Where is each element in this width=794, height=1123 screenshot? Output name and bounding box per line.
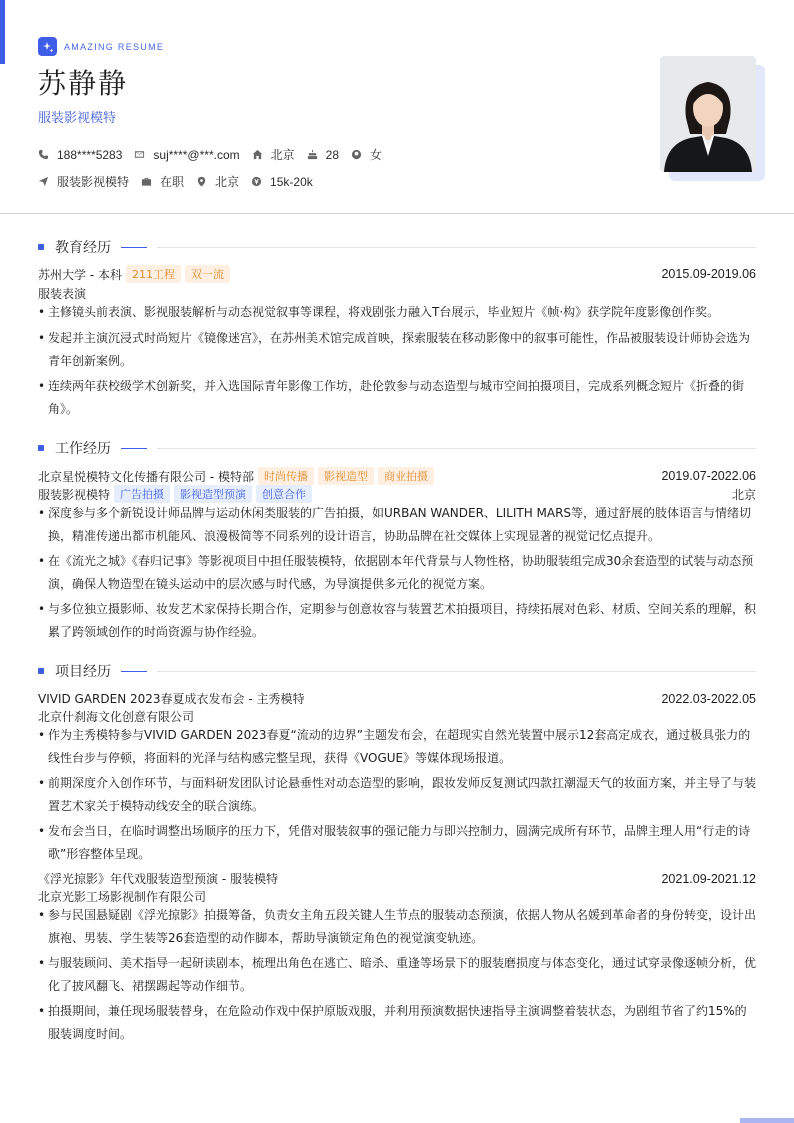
project-bullet: • 前期深度介入创作环节，与面料研发团队讨论悬垂性对动态造型的影响，跟妆发师反复测试四款扛潮湿天气的妆面方案，并主导了与装置艺术家关于模特动线安全的联合演练。 bbox=[38, 772, 756, 818]
project-date: 2022.03-2022.05 bbox=[661, 691, 756, 706]
role-name: 服装影视模特 bbox=[38, 487, 111, 502]
company-tag: 影视造型 bbox=[318, 467, 374, 485]
project-bullet: • 参与民国悬疑剧《浮光掠影》拍摄筹备，负责女主角五段关键人生节点的服装动态预演，依据人物从名媛到革命者的身份转变，设计出旗袍、男装、学生装等26套造型的动作脚本，帮助导演锁定角色的视觉演变轨迹。 bbox=[38, 904, 756, 950]
work-header bbox=[38, 467, 756, 485]
project-bullet: • 作为主秀模特参与VIVID GARDEN 2023春夏“流动的边界”主题发布会，在超现实自然光装置中展示12套高定成衣，通过极具张力的线性台步与停顿，将面料的光泽与结构感完整呈现，获得《VOGUE》等媒体现场报道。 bbox=[38, 724, 756, 770]
email-text: suj****@***.com bbox=[153, 147, 240, 162]
phone-text: 188****5283 bbox=[57, 147, 123, 162]
section-rule bbox=[157, 671, 756, 672]
role-tag: 创意合作 bbox=[256, 485, 312, 503]
education-bullet: • 连续两年获校级学术创新奖，并入选国际青年影像工作坊，赴伦敦参与动态造型与城市空间拍摄项目，完成系列概念短片《折叠的街角》。 bbox=[38, 375, 756, 421]
project-date: 2021.09-2021.12 bbox=[661, 871, 756, 886]
section-accent-line bbox=[121, 671, 147, 672]
project-bullet: • 与服装顾问、美术指导一起研读剧本，梳理出角色在逃亡、暗杀、重逢等场景下的服装磨损度与体态变化，通过试穿录像逐帧分析，优化了披风翻飞、裙摆踢起等动作细节。 bbox=[38, 952, 756, 998]
candidate-title: 服装影视模特 bbox=[38, 111, 117, 126]
profile-photo bbox=[660, 56, 756, 172]
intent-position: 服装影视模特 bbox=[57, 175, 130, 189]
mail-icon bbox=[134, 149, 145, 160]
role-tag: 影视造型预演 bbox=[174, 485, 252, 503]
intent-salary: 15k-20k bbox=[270, 174, 313, 189]
section-title: 工作经历 bbox=[55, 441, 111, 457]
intent-status: 在职 bbox=[160, 175, 185, 189]
header-divider bbox=[0, 213, 794, 214]
brand-text: AMAZING RESUME bbox=[64, 41, 165, 52]
section-work bbox=[38, 439, 756, 457]
intent-city: 北京 bbox=[215, 175, 240, 189]
school-name: 苏州大学 - 本科 bbox=[38, 267, 122, 282]
section-rule bbox=[157, 448, 756, 449]
work-bullet: • 深度参与多个新锐设计师品牌与运动休闲类服装的广告拍摄，如URBAN WANDER、LILITH MARS等，通过舒展的肢体语言与情绪切换，精准传递出都市机能风、浪漫极简等不同系列的设计语言，协助品牌在社交媒体上实现显著的视觉记忆点提升。 bbox=[38, 502, 756, 548]
section-accent-line bbox=[121, 247, 147, 248]
briefcase-icon bbox=[141, 176, 152, 187]
education-date: 2015.09-2019.06 bbox=[661, 267, 756, 281]
intent-row bbox=[38, 173, 313, 190]
section-education bbox=[38, 238, 756, 256]
project-name: VIVID GARDEN 2023春夏成衣发布会 - 主秀模特 bbox=[38, 692, 305, 706]
section-marker bbox=[38, 668, 44, 674]
section-marker bbox=[38, 244, 44, 250]
candidate-name: 苏静静 bbox=[38, 67, 129, 100]
education-header bbox=[38, 265, 756, 283]
send-icon bbox=[38, 176, 49, 187]
project-header bbox=[38, 690, 756, 707]
project-org: 北京光影工场影视制作有限公司 bbox=[38, 890, 207, 904]
work-role-row bbox=[38, 485, 756, 503]
work-bullet: • 在《流光之城》《春归记事》等影视项目中担任服装模特，依据剧本年代背景与人物性格，协助服装组完成30余套造型的试装与动态预演，确保人物造型在镜头运动中的层次感与时代感，为导演提供多元化的视觉方案。 bbox=[38, 550, 756, 596]
location-icon bbox=[196, 176, 207, 187]
contact-row bbox=[38, 146, 382, 163]
gender-text: 女 bbox=[370, 148, 383, 162]
residence-text: 北京 bbox=[270, 148, 295, 162]
accent-bar bbox=[0, 0, 5, 64]
section-accent-line bbox=[121, 448, 147, 449]
work-date: 2019.07-2022.06 bbox=[661, 469, 756, 483]
company-name: 北京星悦模特文化传播有限公司 - 模特部 bbox=[38, 469, 254, 484]
section-projects bbox=[38, 662, 756, 680]
cake-icon bbox=[307, 149, 318, 160]
section-title: 教育经历 bbox=[55, 240, 111, 256]
major-text: 服装表演 bbox=[38, 287, 87, 301]
role-tag: 广告拍摄 bbox=[114, 485, 170, 503]
gender-icon bbox=[351, 149, 362, 160]
company-tag: 商业拍摄 bbox=[378, 467, 434, 485]
education-major bbox=[38, 285, 756, 302]
project-header bbox=[38, 870, 756, 887]
project-bullet: • 拍摄期间，兼任现场服装替身，在危险动作戏中保护原版戏服，并利用预演数据快速指导主演调整着装状态，为剧组节省了约15%的服装调度时间。 bbox=[38, 1000, 756, 1046]
education-tag: 双一流 bbox=[185, 265, 230, 283]
education-bullet: • 发起并主演沉浸式时尚短片《镜像迷宫》，在苏州美术馆完成首映，探索服装在移动影像中的叙事可能性，作品被服装设计师协会选为青年创新案例。 bbox=[38, 327, 756, 373]
education-bullet: • 主修镜头前表演、影视服装解析与动态视觉叙事等课程，将戏剧张力融入T台展示，毕业短片《帧·构》获学院年度影像创作奖。 bbox=[38, 301, 756, 324]
salary-icon bbox=[251, 176, 262, 187]
work-location: 北京 bbox=[731, 487, 756, 502]
age-text: 28 bbox=[325, 147, 339, 162]
phone-icon bbox=[38, 149, 49, 160]
project-name: 《浮光掠影》年代戏服装造型预演 - 服装模特 bbox=[38, 872, 278, 886]
project-org: 北京什刹海文化创意有限公司 bbox=[38, 710, 195, 724]
brand bbox=[38, 37, 164, 56]
sparkle-icon bbox=[38, 37, 57, 56]
section-marker bbox=[38, 445, 44, 451]
education-tag: 211工程 bbox=[126, 265, 181, 283]
company-tag: 时尚传播 bbox=[258, 467, 314, 485]
section-rule bbox=[157, 247, 756, 248]
work-bullet: • 与多位独立摄影师、妆发艺术家保持长期合作，定期参与创意妆容与装置艺术拍摄项目，持续拓展对色彩、材质、空间关系的理解，积累了跨领域创作的时尚资源与协作经验。 bbox=[38, 598, 756, 644]
project-org-row bbox=[38, 888, 756, 905]
project-bullet: • 发布会当日，在临时调整出场顺序的压力下，凭借对服装叙事的强记能力与即兴控制力，圆满完成所有环节，品牌主理人用“行走的诗歌”形容整体呈现。 bbox=[38, 820, 756, 866]
project-org-row bbox=[38, 708, 756, 725]
home-icon bbox=[252, 149, 263, 160]
section-title: 项目经历 bbox=[55, 664, 111, 680]
footer-accent bbox=[740, 1118, 794, 1123]
